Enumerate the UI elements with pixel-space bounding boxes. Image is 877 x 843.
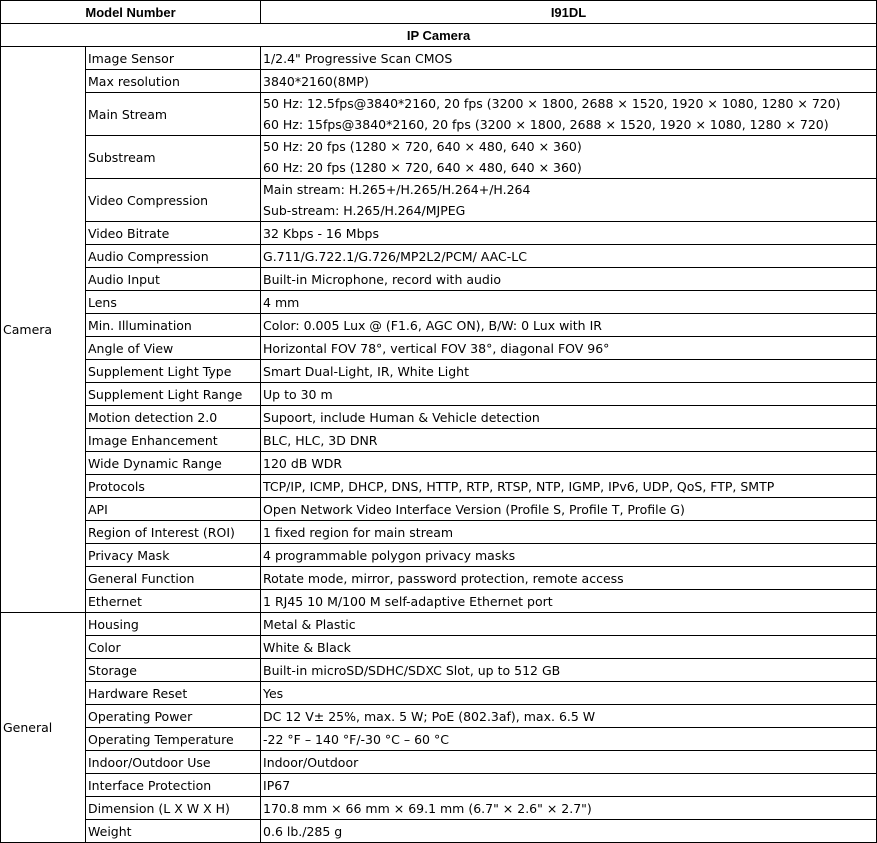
spec-label: Audio Input	[86, 268, 261, 291]
spec-value-line: 170.8 mm × 66 mm × 69.1 mm (6.7" × 2.6" × 2.7")	[263, 800, 592, 816]
spec-row	[1, 70, 877, 93]
spec-row	[1, 682, 877, 705]
spec-value	[261, 797, 877, 820]
spec-value-line: 4 mm	[263, 294, 300, 310]
spec-value-line: 1/2.4" Progressive Scan CMOS	[263, 50, 453, 66]
spec-label: Wide Dynamic Range	[86, 452, 261, 475]
spec-value	[261, 93, 877, 136]
spec-value	[261, 70, 877, 93]
spec-value	[261, 705, 877, 728]
spec-value-line: Open Network Video Interface Version (Profile S, Profile T, Profile G)	[263, 501, 685, 517]
spec-row	[1, 751, 877, 774]
spec-label: Motion detection 2.0	[86, 406, 261, 429]
spec-value	[261, 521, 877, 544]
spec-value	[261, 406, 877, 429]
spec-value	[261, 337, 877, 360]
spec-row	[1, 406, 877, 429]
spec-label: Protocols	[86, 475, 261, 498]
spec-value-line: 50 Hz: 20 fps (1280 × 720, 640 × 480, 640 × 360)	[263, 139, 582, 154]
spec-value-line: White & Black	[263, 639, 351, 655]
spec-label: Substream	[86, 136, 261, 179]
spec-label: Indoor/Outdoor Use	[86, 751, 261, 774]
spec-row	[1, 636, 877, 659]
spec-value	[261, 659, 877, 682]
spec-label: Interface Protection	[86, 774, 261, 797]
spec-label: Privacy Mask	[86, 544, 261, 567]
spec-row	[1, 521, 877, 544]
spec-value-line: 50 Hz: 12.5fps@3840*2160, 20 fps (3200 × 1800, 2688 × 1520, 1920 × 1080, 1280 × 720)	[263, 96, 841, 111]
spec-value-line: Rotate mode, mirror, password protection, remote access	[263, 570, 624, 586]
spec-row	[1, 567, 877, 590]
group-label-camera: Camera	[1, 47, 86, 613]
spec-value-line: 3840*2160(8MP)	[263, 73, 369, 89]
spec-row	[1, 774, 877, 797]
section-row	[1, 24, 877, 47]
spec-row	[1, 245, 877, 268]
spec-row	[1, 475, 877, 498]
spec-value-line: IP67	[263, 777, 291, 793]
spec-row	[1, 360, 877, 383]
spec-value	[261, 268, 877, 291]
spec-row	[1, 337, 877, 360]
spec-row	[1, 268, 877, 291]
spec-label: Supplement Light Range	[86, 383, 261, 406]
spec-label: Weight	[86, 820, 261, 843]
spec-label: Ethernet	[86, 590, 261, 613]
spec-label: Hardware Reset	[86, 682, 261, 705]
spec-label: Main Stream	[86, 93, 261, 136]
spec-value-line: Built-in microSD/SDHC/SDXC Slot, up to 512 GB	[263, 662, 561, 678]
spec-value	[261, 590, 877, 613]
spec-value	[261, 820, 877, 843]
spec-label: Video Bitrate	[86, 222, 261, 245]
spec-value-line: 1 RJ45 10 M/100 M self-adaptive Ethernet port	[263, 593, 553, 609]
spec-value-line: Yes	[263, 685, 284, 701]
spec-row	[1, 314, 877, 337]
spec-label: Audio Compression	[86, 245, 261, 268]
spec-row	[1, 613, 877, 636]
spec-value-line: DC 12 V± 25%, max. 5 W; PoE (802.3af), max. 6.5 W	[263, 708, 596, 724]
model-number-label: Model Number	[1, 1, 261, 24]
spec-value-line: TCP/IP, ICMP, DHCP, DNS, HTTP, RTP, RTSP, NTP, IGMP, IPv6, UDP, QoS, FTP, SMTP	[263, 478, 775, 494]
spec-value-line: Main stream: H.265+/H.265/H.264+/H.264	[263, 182, 531, 197]
spec-value-line: 1 fixed region for main stream	[263, 524, 454, 540]
spec-value	[261, 636, 877, 659]
spec-label: Color	[86, 636, 261, 659]
spec-value	[261, 429, 877, 452]
spec-row	[1, 452, 877, 475]
spec-value-line: 120 dB WDR	[263, 455, 343, 471]
spec-value	[261, 291, 877, 314]
spec-value	[261, 728, 877, 751]
spec-value-line: Color: 0.005 Lux @ (F1.6, AGC ON), B/W: 0 Lux with IR	[263, 317, 602, 333]
spec-value-line: -22 °F – 140 °F/-30 °C – 60 °C	[263, 731, 449, 747]
spec-value-line: Smart Dual-Light, IR, White Light	[263, 363, 469, 379]
spec-label: Operating Power	[86, 705, 261, 728]
spec-row	[1, 291, 877, 314]
section-title: IP Camera	[1, 24, 877, 47]
spec-value	[261, 452, 877, 475]
spec-value	[261, 314, 877, 337]
spec-value	[261, 544, 877, 567]
spec-label: Region of Interest (ROI)	[86, 521, 261, 544]
spec-value	[261, 567, 877, 590]
spec-value	[261, 47, 877, 70]
spec-row	[1, 590, 877, 613]
spec-label: Supplement Light Type	[86, 360, 261, 383]
header-row	[1, 1, 877, 24]
spec-label: Storage	[86, 659, 261, 682]
spec-label: Angle of View	[86, 337, 261, 360]
spec-value	[261, 245, 877, 268]
spec-value-line: Indoor/Outdoor	[263, 754, 359, 770]
spec-row	[1, 383, 877, 406]
spec-label: Max resolution	[86, 70, 261, 93]
spec-value-line: BLC, HLC, 3D DNR	[263, 432, 378, 448]
spec-value-line: G.711/G.722.1/G.726/MP2L2/PCM/ AAC-LC	[263, 248, 527, 264]
spec-row	[1, 544, 877, 567]
spec-value	[261, 613, 877, 636]
spec-row	[1, 47, 877, 70]
spec-value	[261, 222, 877, 245]
spec-value-line: 4 programmable polygon privacy masks	[263, 547, 516, 563]
spec-row	[1, 797, 877, 820]
spec-label: Image Sensor	[86, 47, 261, 70]
spec-value-line: Horizontal FOV 78°, vertical FOV 38°, diagonal FOV 96°	[263, 340, 610, 356]
spec-row	[1, 222, 877, 245]
spec-value-line: 32 Kbps - 16 Mbps	[263, 225, 379, 241]
spec-label: Operating Temperature	[86, 728, 261, 751]
spec-value-line: Sub-stream: H.265/H.264/MJPEG	[263, 203, 466, 218]
spec-row	[1, 93, 877, 136]
spec-value	[261, 475, 877, 498]
model-number-value: I91DL	[261, 1, 877, 24]
spec-value-line: Up to 30 m	[263, 386, 333, 402]
spec-value	[261, 136, 877, 179]
spec-value	[261, 682, 877, 705]
spec-value	[261, 774, 877, 797]
spec-label: General Function	[86, 567, 261, 590]
spec-row	[1, 705, 877, 728]
spec-value-line: 0.6 lb./285 g	[263, 823, 343, 839]
spec-label: Video Compression	[86, 179, 261, 222]
spec-label: Min. Illumination	[86, 314, 261, 337]
spec-value	[261, 383, 877, 406]
spec-label: Lens	[86, 291, 261, 314]
spec-value	[261, 498, 877, 521]
spec-value-line: Built-in Microphone, record with audio	[263, 271, 501, 287]
spec-row	[1, 728, 877, 751]
spec-row	[1, 659, 877, 682]
spec-row	[1, 820, 877, 843]
spec-row	[1, 136, 877, 179]
spec-label: Dimension (L X W X H)	[86, 797, 261, 820]
spec-label: API	[86, 498, 261, 521]
spec-value-line: 60 Hz: 20 fps (1280 × 720, 640 × 480, 640 × 360)	[263, 160, 582, 175]
spec-row	[1, 498, 877, 521]
spec-row	[1, 429, 877, 452]
spec-row	[1, 179, 877, 222]
spec-value	[261, 751, 877, 774]
spec-value	[261, 179, 877, 222]
spec-value-line: Metal & Plastic	[263, 616, 356, 632]
spec-value-line: 60 Hz: 15fps@3840*2160, 20 fps (3200 × 1800, 2688 × 1520, 1920 × 1080, 1280 × 720)	[263, 117, 829, 132]
spec-value	[261, 360, 877, 383]
spec-label: Image Enhancement	[86, 429, 261, 452]
spec-value-line: Supoort, include Human & Vehicle detection	[263, 409, 540, 425]
group-label-general: General	[1, 613, 86, 843]
spec-label: Housing	[86, 613, 261, 636]
